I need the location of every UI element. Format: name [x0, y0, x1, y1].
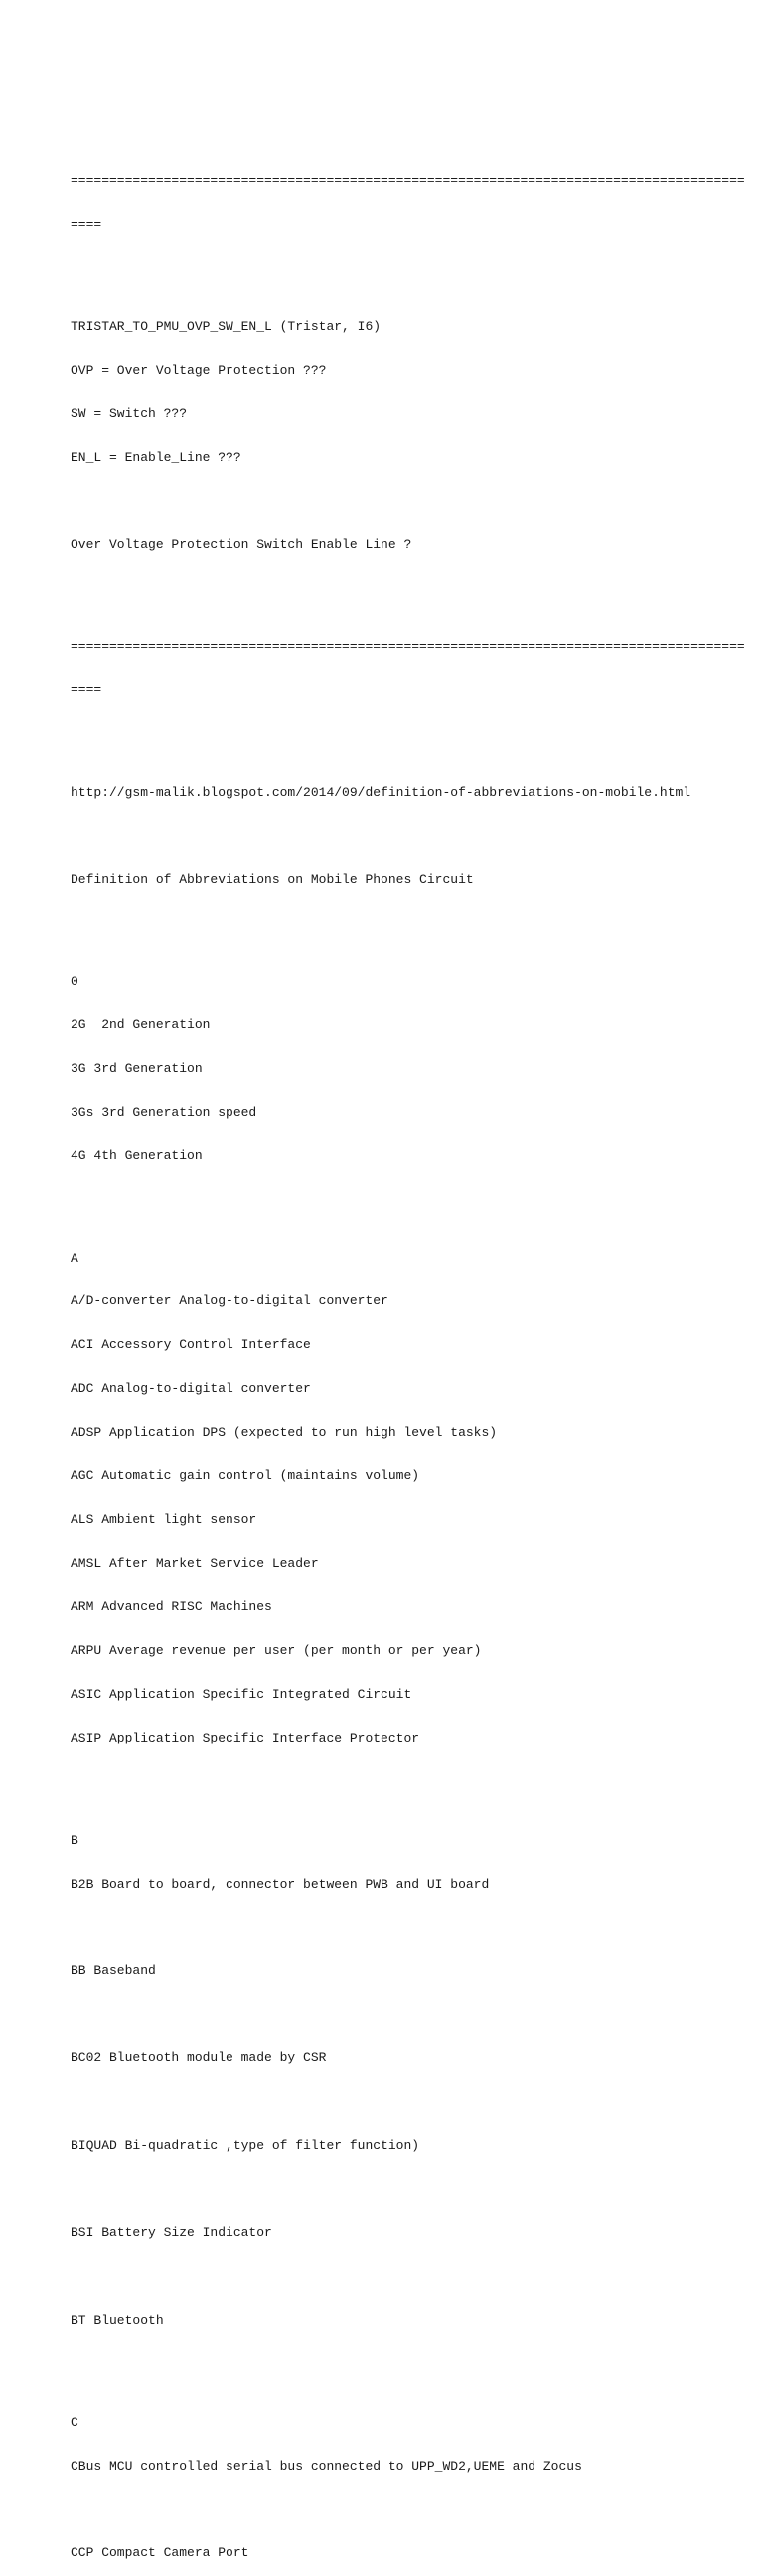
document-heading: Definition of Abbreviations on Mobile Phones Circuit [71, 871, 474, 887]
list-item: 3G 3rd Generation [71, 1061, 203, 1077]
separator-line: ======================================================================================= [71, 173, 745, 189]
document-body [71, 145, 745, 2576]
section-letter-b: B [71, 1832, 78, 1848]
section-letter-0: 0 [71, 974, 78, 989]
separator-line: ======================================================================================= [71, 639, 745, 655]
list-item: BIQUAD Bi-quadratic ,type of filter function) [71, 2138, 420, 2154]
list-item: CCP Compact Camera Port [71, 2545, 249, 2561]
list-item: A/D-converter Analog-to-digital converter [71, 1293, 388, 1309]
separator-line-tail: ==== [71, 682, 102, 698]
list-item: BSI Battery Size Indicator [71, 2225, 272, 2241]
signal-name: TRISTAR_TO_PMU_OVP_SW_EN_L (Tristar, I6) [71, 318, 382, 334]
list-item: BT Bluetooth [71, 2313, 164, 2329]
signal-definition: SW = Switch ??? [71, 405, 188, 421]
list-item: 4G 4th Generation [71, 1147, 203, 1163]
list-item: ASIC Application Specific Integrated Circuit [71, 1687, 412, 1703]
signal-summary: Over Voltage Protection Switch Enable Line ? [71, 536, 412, 552]
list-item: BC02 Bluetooth module made by CSR [71, 2050, 327, 2066]
list-item: AGC Automatic gain control (maintains volume) [71, 1468, 420, 1484]
section-letter-c: C [71, 2414, 78, 2430]
source-url: http://gsm-malik.blogspot.com/2014/09/definition-of-abbreviations-on-mobile.html [71, 784, 691, 800]
separator-line-tail: ==== [71, 217, 102, 232]
section-letter-a: A [71, 1250, 78, 1266]
list-item: ARM Advanced RISC Machines [71, 1599, 272, 1615]
list-item: BB Baseband [71, 1963, 156, 1979]
list-item: 3Gs 3rd Generation speed [71, 1105, 257, 1120]
list-item: ASIP Application Specific Interface Protector [71, 1731, 420, 1745]
list-item: ACI Accessory Control Interface [71, 1337, 311, 1353]
list-item: B2B Board to board, connector between PWB and UI board [71, 1876, 490, 1892]
list-item: ADSP Application DPS (expected to run high level tasks) [71, 1425, 498, 1440]
list-item: AMSL After Market Service Leader [71, 1556, 319, 1572]
list-item: ADC Analog-to-digital converter [71, 1381, 311, 1397]
list-item: ARPU Average revenue per user (per month or per year) [71, 1643, 482, 1659]
list-item: 2G 2nd Generation [71, 1017, 211, 1033]
signal-definition: EN_L = Enable_Line ??? [71, 449, 241, 465]
list-item: ALS Ambient light sensor [71, 1512, 257, 1528]
list-item: CBus MCU controlled serial bus connected to UPP_WD2,UEME and Zocus [71, 2458, 582, 2474]
signal-definition: OVP = Over Voltage Protection ??? [71, 362, 327, 378]
